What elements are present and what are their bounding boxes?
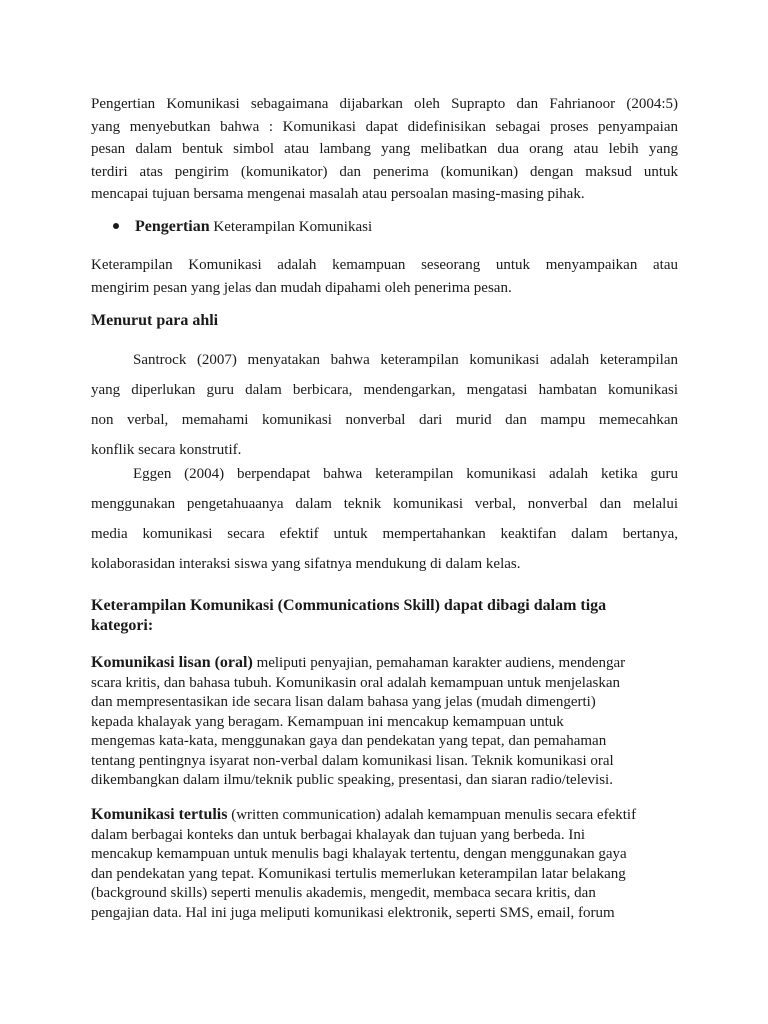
written-line: pengajian data. Hal ini juga meliputi komunikasi elektronik, seperti SMS, email, forum [91,904,615,921]
eggen-paragraph [91,459,678,579]
bullet-text: Keterampilan Komunikasi [209,219,373,235]
santrock-line: yang diperlukan guru dalam berbicara, mendengarkan, mengatasi hambatan komunikasi [91,382,678,398]
oral-line: kepada khalayak yang beragam. Kemampuan ini mencakup kemampuan untuk [91,713,564,730]
categories-heading [91,596,606,636]
oral-first-rest: meliputi penyajian, pemahaman karakter audiens, mendengar [252,655,626,671]
definition-line: mengirim pesan yang jelas dan mudah dipahami oleh penerima pesan. [91,280,512,296]
intro-line: pesan dalam bentuk simbol atau lambang yang melibatkan dua orang atau lebih yang [91,141,678,157]
definition-line: Keterampilan Komunikasi adalah kemampuan seseorang untuk menyampaikan atau [91,257,678,273]
eggen-line: Eggen (2004) berpendapat bahwa keterampilan komunikasi adalah ketika guru [133,466,678,482]
written-first-rest: (written communication) adalah kemampuan menulis secara efektif [227,807,637,823]
definition-paragraph [91,254,678,300]
bullet-item [113,216,372,238]
oral-line: dikembangkan dalam ilmu/teknik public speaking, presentasi, dan siaran radio/televisi. [91,772,613,788]
santrock-line: konflik secara konstrutif. [91,442,242,458]
categories-heading-line: Keterampilan Komunikasi (Communications Skill) dapat dibagi dalam tiga [91,597,607,614]
oral-line: mengemas kata-kata, menggunakan gaya dan pendekatan yang tepat, dan pemahaman [91,733,607,749]
intro-paragraph [91,93,678,206]
intro-line: mencapai tujuan bersama mengenai masalah atau persoalan masing-masing pihak. [91,186,585,202]
oral-first-line [91,653,678,674]
oral-line: scara kritis, dan bahasa tubuh. Komunikasin oral adalah kemampuan untuk menjelaskan [91,674,621,691]
written-line: mencakup kemampuan untuk menulis bagi khalayak tertentu, dengan menggunakan gaya [91,846,627,862]
oral-line: dan mempresentasikan ide secara lisan dalam bahasa yang jelas (mudah dimengerti) [91,694,596,710]
oral-line: tentang pentingnya isyarat non-verbal dalam komunikasi lisan. Teknik komunikasi oral [91,752,614,769]
written-line: dalam berbagai konteks dan untuk berbagai khalayak dan tujuan yang berbeda. Ini [91,826,585,843]
written-line: dan pendekatan yang tepat. Komunikasi tertulis memerlukan keterampilan latar belakang [91,865,626,882]
written-term: Komunikasi tertulis [91,806,228,823]
eggen-line: menggunakan pengetahuaanya dalam teknik komunikasi verbal, nonverbal dan melalui [91,496,678,512]
bullet-dot-icon [113,223,119,229]
santrock-paragraph [91,345,678,465]
written-paragraph [91,805,678,923]
oral-term: Komunikasi lisan (oral) [91,654,253,671]
intro-line: yang menyebutkan bahwa : Komunikasi dapat didefinisikan sebagai proses penyampaian [91,118,678,135]
written-line: (background skills) seperti menulis akademis, mengedit, membaca secara kritis, dan [91,885,596,901]
experts-heading: Menurut para ahli [91,312,219,329]
santrock-line: Santrock (2007) menyatakan bahwa keterampilan komunikasi adalah keterampilan [133,352,678,368]
santrock-line: non verbal, memahami komunikasi nonverbal dari murid dan mampu memecahkan [91,412,678,428]
oral-paragraph [91,653,678,791]
categories-heading-line: kategori: [91,617,154,634]
intro-line: terdiri atas pengirim (komunikator) dan penerima (komunikan) dengan maksud untuk [91,163,678,180]
eggen-line: kolaborasidan interaksi siswa yang sifatnya mendukung di dalam kelas. [91,556,521,572]
written-first-line [91,805,678,826]
eggen-line: media komunikasi secara efektif untuk mempertahankan keaktifan dalam bertanya, [91,526,678,542]
intro-line: Pengertian Komunikasi sebagaimana dijabarkan oleh Suprapto dan Fahrianoor (2004:5) [91,96,678,112]
bullet-bold-text: Pengertian [135,218,210,235]
